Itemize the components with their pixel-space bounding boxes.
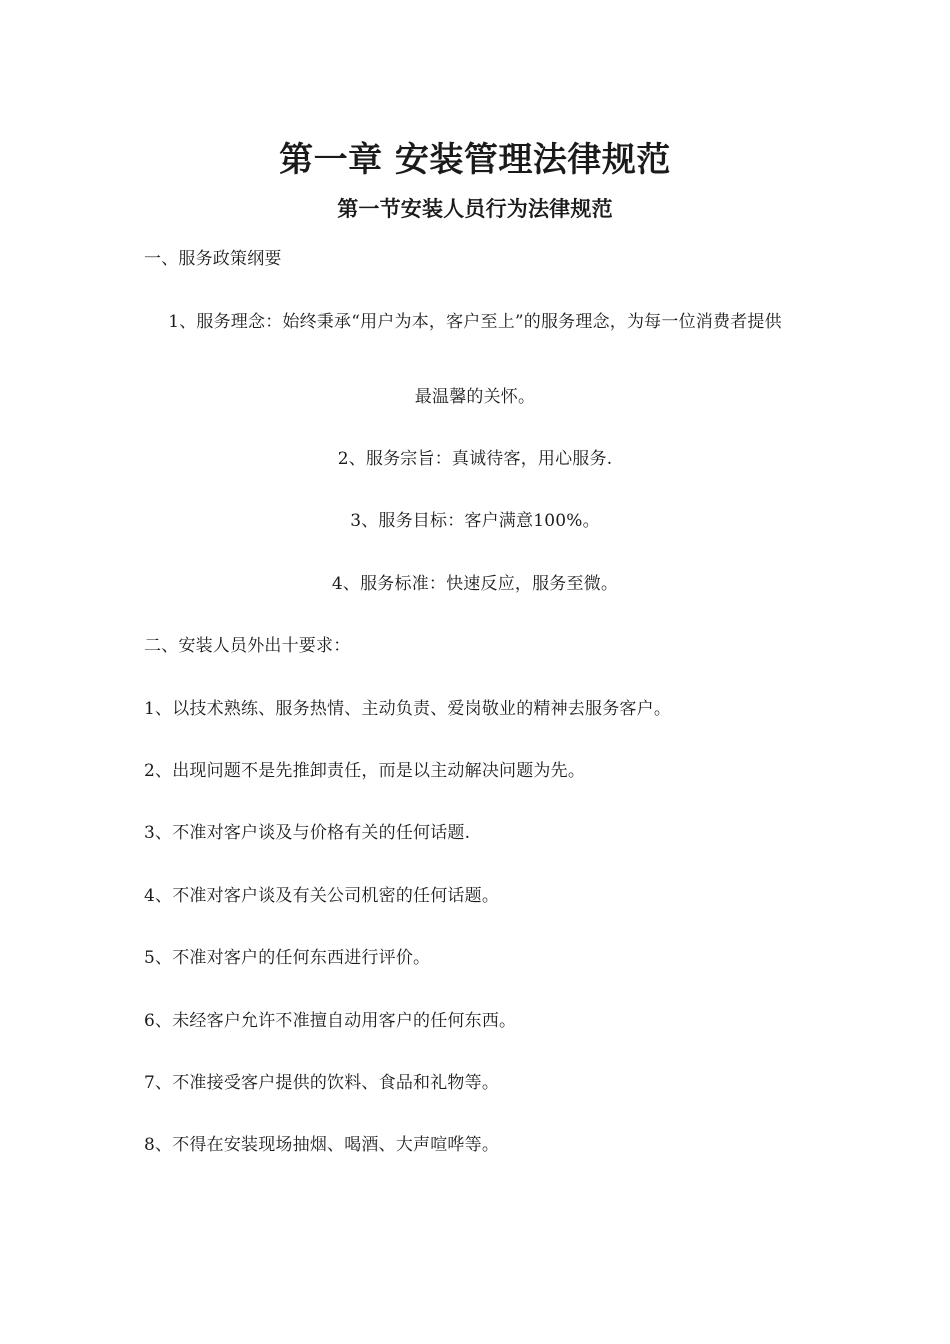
list-item: 4、不准对客户谈及有关公司机密的任何话题。 <box>144 886 500 906</box>
service-purpose: 2、服务宗旨：真诚待客，用心服务. <box>337 449 613 469</box>
service-goal: 3、服务目标：客户满意100%。 <box>350 511 600 531</box>
list-item: 8、不得在安装现场抽烟、喝酒、大声喧哗等。 <box>144 1135 500 1155</box>
list-item: 5、不准对客户的任何东西进行评价。 <box>144 948 431 968</box>
section-title: 第一节安装人员行为法律规范 <box>337 197 613 221</box>
list-item: 3、不准对客户谈及与价格有关的任何话题. <box>144 823 471 843</box>
service-concept-line2: 最温馨的关怀。 <box>414 387 536 407</box>
list-item: 1、以技术熟练、服务热情、主动负责、爱岗敬业的精神去服务客户。 <box>144 699 672 719</box>
chapter-title: 第一章 安装管理法律规范 <box>279 140 671 180</box>
list-item: 7、不准接受客户提供的饮料、食品和礼物等。 <box>144 1073 500 1093</box>
part2-heading: 二、安装人员外出十要求： <box>144 636 351 656</box>
service-standard: 4、服务标准：快速反应，服务至微。 <box>331 574 619 594</box>
part1-heading: 一、服务政策纲要 <box>144 249 282 269</box>
list-item: 6、未经客户允许不准擅自动用客户的任何东西。 <box>144 1011 517 1031</box>
service-concept-line1: 1、服务理念：始终秉承“用户为本，客户至上”的服务理念，为每一位消费者提供 <box>168 312 782 332</box>
list-item: 2、出现问题不是先推卸责任，而是以主动解决问题为先。 <box>144 761 586 781</box>
